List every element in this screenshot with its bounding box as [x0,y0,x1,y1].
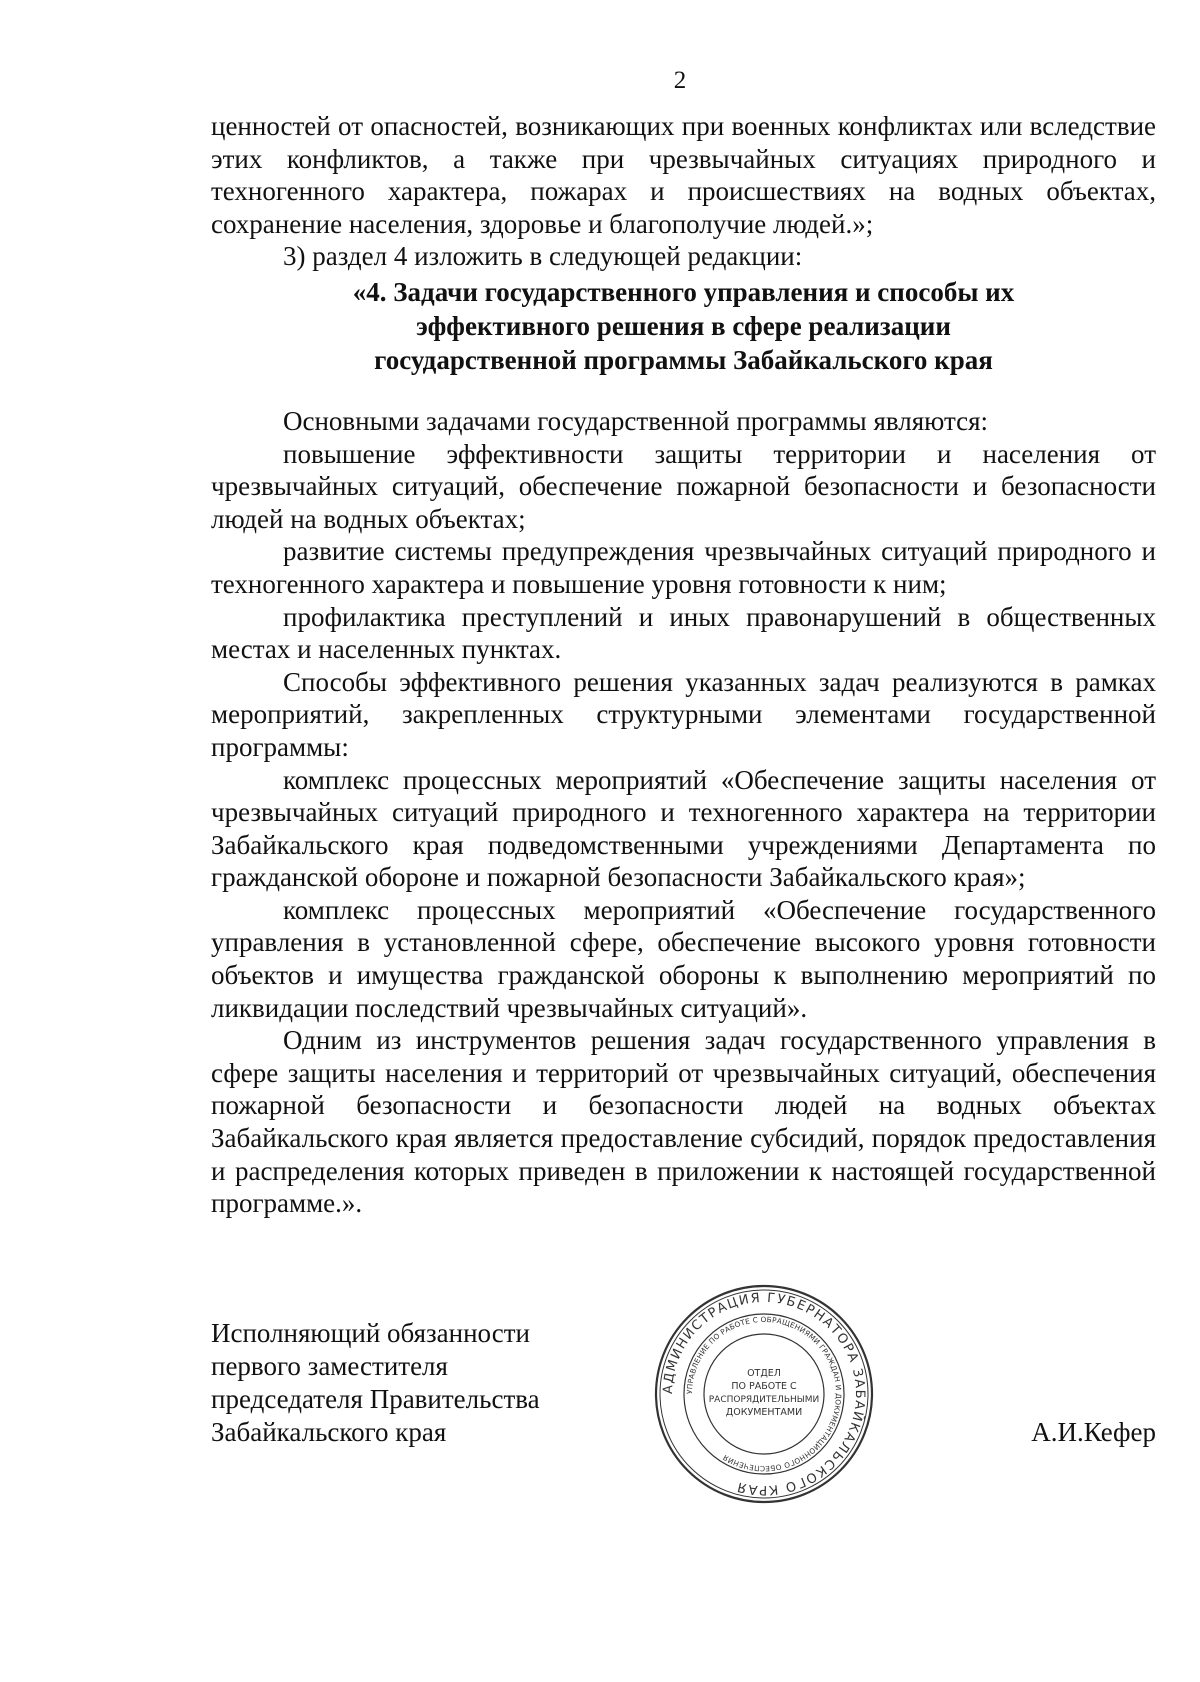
stamp-outer-text: АДМИНИСТРАЦИЯ ГУБЕРНАТОРА ЗАБАЙКАЛЬСКОГО КРАЯ [660,1290,868,1498]
signatory-name: А.И.Кефер [1031,1417,1156,1447]
stamp-center-line: ОТДЕЛ [747,1368,781,1379]
signatory-position-line: Исполняющий обязанности [211,1318,530,1348]
spacer [211,377,1156,405]
signatory-position-line: первого заместителя [211,1351,448,1381]
section-paragraph: профилактика преступлений и иных правонарушений в общественных местах и населенных пунктах. [211,601,1156,665]
signatory-position-line: Забайкальского края [211,1417,447,1447]
section-paragraph: развитие системы предупреждения чрезвычайных ситуаций природного и техногенного характера и повышение уровня готовности к ним; [211,536,1156,599]
section-heading [211,275,1156,377]
stamp-center-line: ПО РАБОТЕ С [731,1381,797,1392]
section-paragraph: Одним из инструментов решения задач государственного управления в сфере защиты населения и территорий от чрезвычайных ситуаций, обеспечения пожарной безопасности и безопасности людей на водных объектах Забайкальского края является предоставление субсидий, порядок предоставления и распределения которых приведен в приложении к настоящей государственной программе.». [211,1025,1156,1219]
stamp-center-line: ДОКУМЕНТАМИ [725,1407,803,1418]
paragraph-amendment: 3) раздел 4 изложить в следующей редакции: [283,241,803,272]
section-paragraph: Основными задачами государственной программы являются: [283,405,988,436]
official-stamp [653,1283,875,1505]
signatory-position [211,1317,540,1449]
document-body [211,110,1156,1220]
svg-text:УПРАВЛЕНИЕ ПО РАБОТЕ С ОБРАЩЕН [685,1315,843,1473]
section-paragraph: Способы эффективного решения указанных задач реализуются в рамках мероприятий, закрепленных структурными элементами государственной программы: [211,666,1156,762]
section-heading-line: «4. Задачи государственного управления и способы их [352,276,1015,307]
page-number: 2 [673,67,687,94]
section-paragraph: комплекс процессных мероприятий «Обеспечение государственного управления в установленной сфере, обеспечение высокого уровня готовности объектов и имущества гражданской обороны к выполнению мероприятий по ликвидации последствий чрезвычайных ситуаций». [211,894,1156,1023]
section-paragraph: повышение эффективности защиты территории и населения от чрезвычайных ситуаций, обеспечение пожарной безопасности и безопасности людей на водных объектах; [211,438,1156,534]
signatory-position-line: председателя Правительства [211,1384,540,1414]
paragraph-continuation: ценностей от опасностей, возникающих при военных конфликтах или вследствие этих конфликтов, а также при чрезвычайных ситуациях природного и техногенного характера, пожарах и происшествиях на водных объектах, сохранение населения, здоровье и благополучие людей.»; [211,111,1156,239]
stamp-center-line: РАСПОРЯДИТЕЛЬНЫМИ [708,1395,820,1405]
stamp-middle-text: УПРАВЛЕНИЕ ПО РАБОТЕ С ОБРАЩЕНИЯМИ ГРАЖДАН И ДОКУМЕНТАЦИОННОГО ОБЕСПЕЧЕНИЯ [684,1314,844,1474]
section-paragraph: комплекс процессных мероприятий «Обеспечение защиты населения от чрезвычайных ситуаций природного и техногенного характера на территории Забайкальского края подведомственными учреждениями Департамента по гражданской обороне и пожарной безопасности Забайкальского края»; [211,764,1156,893]
section-heading-line: государственной программы Забайкальского края [374,344,993,375]
section-heading-line: эффективного решения в сфере реализации [416,310,951,341]
